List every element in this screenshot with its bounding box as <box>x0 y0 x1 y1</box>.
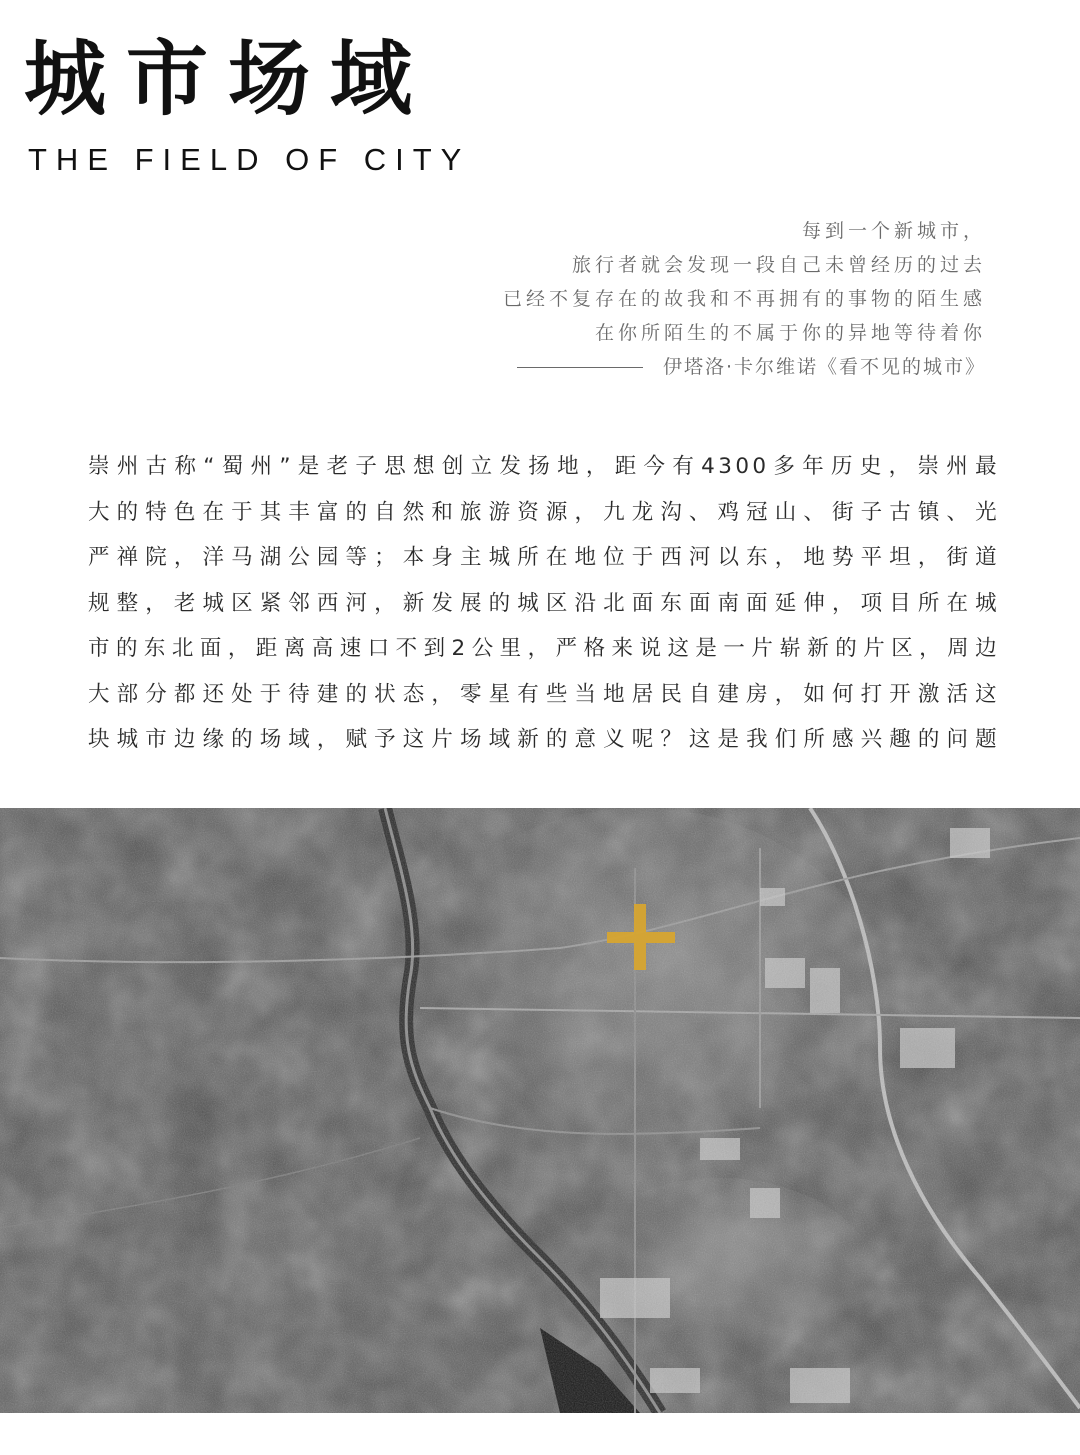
paragraph-line: 块城市边缘的场域，赋予这片场域新的意义呢？这是我们所感兴趣的问题 <box>88 727 1000 752</box>
satellite-map-image <box>0 808 1080 1413</box>
paragraph-line: 严禅院，洋马湖公园等；本身主城所在地位于西河以东，地势平坦，街道 <box>88 545 1000 570</box>
satellite-map <box>0 808 1080 1413</box>
paragraph-line: 崇州古称“蜀州”是老子思想创立发扬地，距今有4300多年历史，崇州最 <box>88 454 1000 479</box>
paragraph-line: 规整，老城区紧邻西河，新发展的城区沿北面东面南面延伸，项目所在城 <box>88 590 1000 616</box>
page-subtitle: THE FIELD OF CITY <box>28 142 471 177</box>
quote-line: 旅行者就会发现一段自己未曾经历的过去 <box>571 254 986 276</box>
body-paragraph <box>88 444 1000 763</box>
attribution-dash <box>517 367 643 368</box>
quote-line: 已经不复存在的故我和不再拥有的事物的陌生感 <box>502 288 986 310</box>
attribution-text: 伊塔洛·卡尔维诺《看不见的城市》 <box>662 356 986 378</box>
quote-line: 在你所陌生的不属于你的异地等待着你 <box>594 322 986 344</box>
paragraph-line: 大的特色在于其丰富的自然和旅游资源，九龙沟、鸡冠山、街子古镇、光 <box>88 499 1000 525</box>
epigraph-quote <box>503 214 986 384</box>
page-title: 城市场域 <box>24 31 433 127</box>
quote-attribution <box>503 350 986 384</box>
map-grain <box>0 808 1080 1413</box>
paragraph-line: 大部分都还处于待建的状态，零星有些当地居民自建房，如何打开激活这 <box>88 681 1000 707</box>
quote-line: 每到一个新城市， <box>801 220 986 242</box>
paragraph-line: 市的东北面，距离高速口不到2公里，严格来说这是一片崭新的片区，周边 <box>88 636 1000 661</box>
